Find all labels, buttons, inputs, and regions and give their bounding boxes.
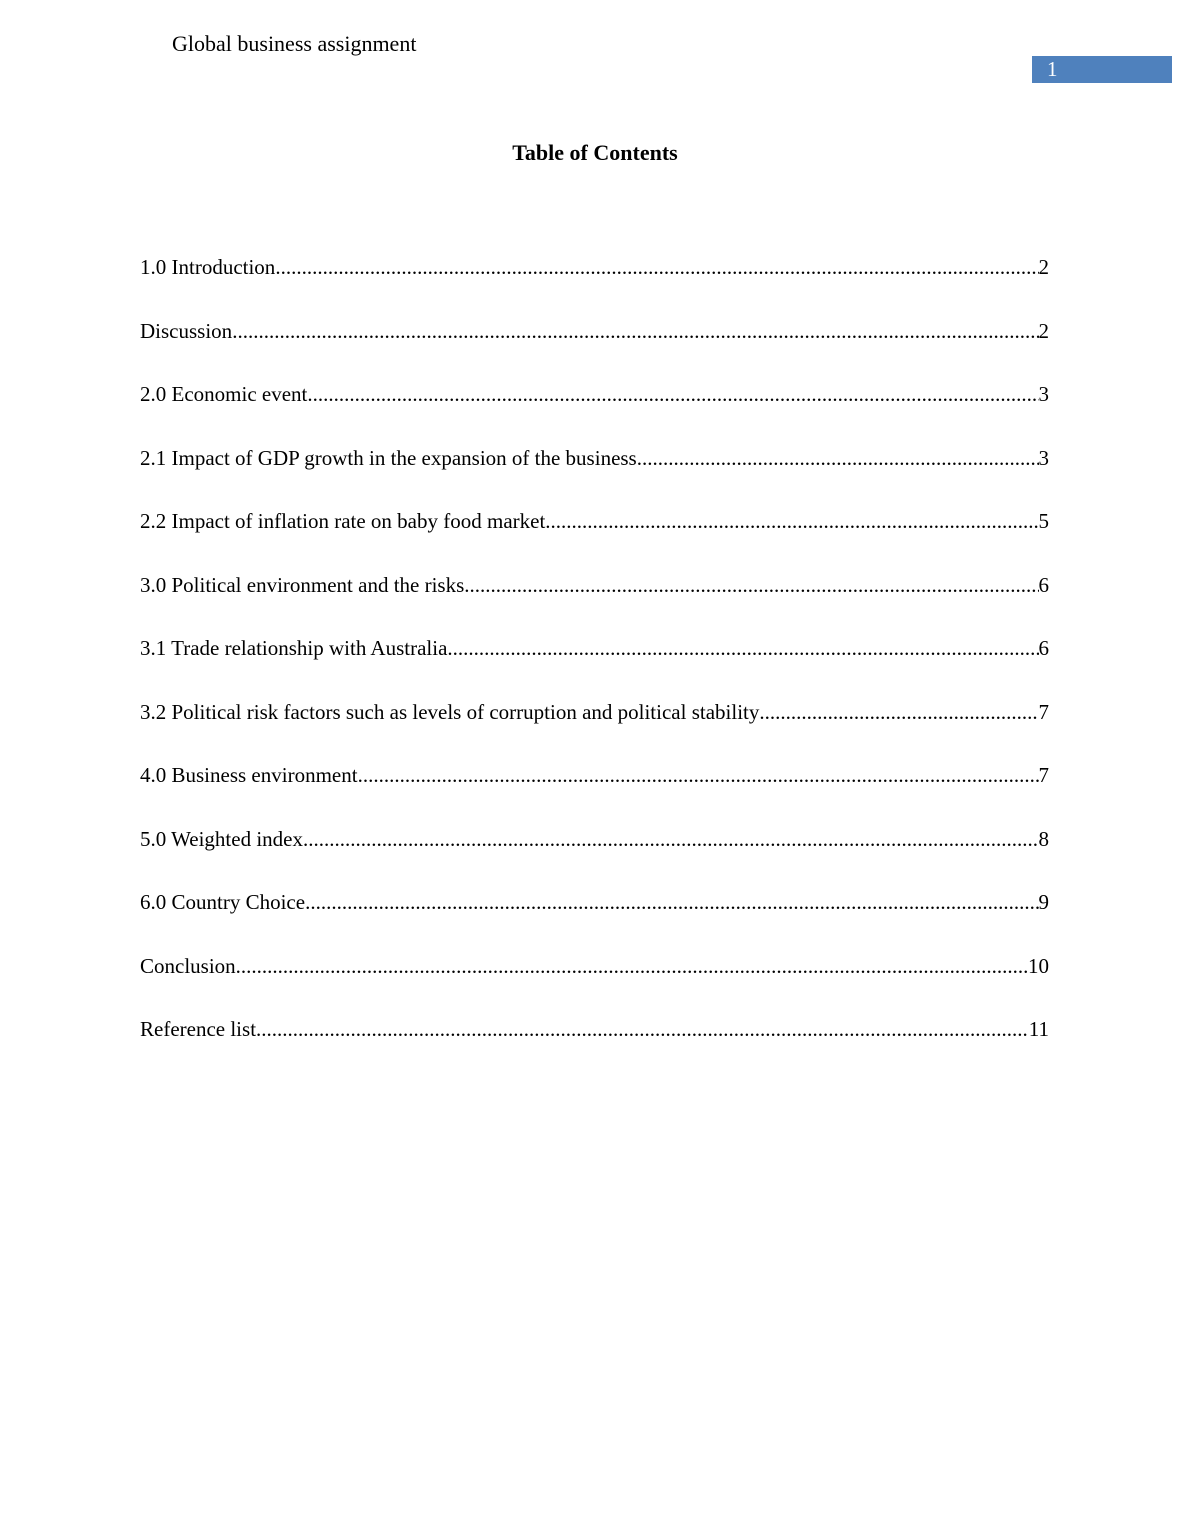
toc-entry-weighted-index[interactable] [140,825,1049,889]
toc-entry-page: 6 [1038,572,1049,597]
toc-entry-page: 2 [1038,255,1049,279]
toc-entry-title: 2.1 Impact of GDP growth in the expansion of the business [140,445,637,470]
toc-entry-title: 5.0 Weighted index [140,826,303,851]
toc-entry-title: Reference list [140,1017,257,1041]
toc-entry-title: 2.2 Impact of inflation rate on baby food market [140,509,546,533]
toc-entry-page: 11 [1028,1017,1049,1041]
toc-entry-country-choice[interactable] [140,888,1049,952]
toc-entry-political-environment[interactable] [140,571,1049,635]
toc-entry-trade-relationship[interactable] [140,634,1049,698]
toc-entry-page: 2 [1038,318,1049,343]
toc-entry-inflation-rate[interactable] [140,507,1049,571]
toc-dot-leader [447,634,1038,662]
toc-entry-discussion[interactable] [140,317,1049,381]
toc-entry-title: 4.0 Business environment [140,763,358,787]
toc-entry-title: 1.0 Introduction [140,255,276,279]
toc-dot-leader [759,698,1038,726]
toc-entry-page: 5 [1038,509,1049,533]
toc-entry-gdp-growth[interactable] [140,444,1049,508]
toc-dot-leader [275,253,1038,281]
toc-entry-political-risk[interactable] [140,698,1049,762]
toc-dot-leader [637,444,1039,472]
toc-entry-page: 6 [1038,636,1049,660]
toc-entry-introduction[interactable] [140,253,1049,317]
toc-dot-leader [303,825,1039,853]
toc-entry-title: Discussion [140,318,233,343]
toc-dot-leader [358,761,1039,789]
toc-heading: Table of Contents [512,140,678,165]
toc-dot-leader [236,952,1028,980]
toc-list [140,253,1049,1079]
toc-dot-leader [307,380,1038,408]
toc-entry-conclusion[interactable] [140,952,1049,1016]
toc-entry-title: 3.0 Political environment and the risks [140,572,465,597]
toc-dot-leader [256,1015,1029,1043]
toc-entry-title: Conclusion [140,953,236,978]
toc-dot-leader [232,317,1038,345]
toc-entry-page: 8 [1038,826,1049,851]
toc-entry-economic-event[interactable] [140,380,1049,444]
page-number-badge: 1 [1032,56,1172,83]
toc-entry-page: 3 [1038,445,1049,470]
toc-dot-leader [305,888,1038,916]
toc-entry-reference-list[interactable] [140,1015,1049,1079]
toc-entry-page: 10 [1028,953,1049,978]
toc-entry-title: 3.2 Political risk factors such as levels of corruption and political stability [140,699,760,724]
toc-dot-leader [464,571,1038,599]
toc-dot-leader [545,507,1038,535]
toc-entry-title: 2.0 Economic event [140,382,308,406]
toc-entry-business-environment[interactable] [140,761,1049,825]
toc-entry-title: 3.1 Trade relationship with Australia [140,636,448,660]
toc-entry-page: 7 [1038,763,1049,787]
toc-entry-title: 6.0 Country Choice [140,890,306,914]
toc-entry-page: 9 [1038,890,1049,914]
running-header-title: Global business assignment [172,31,417,56]
toc-entry-page: 3 [1038,382,1049,406]
toc-entry-page: 7 [1038,699,1049,724]
